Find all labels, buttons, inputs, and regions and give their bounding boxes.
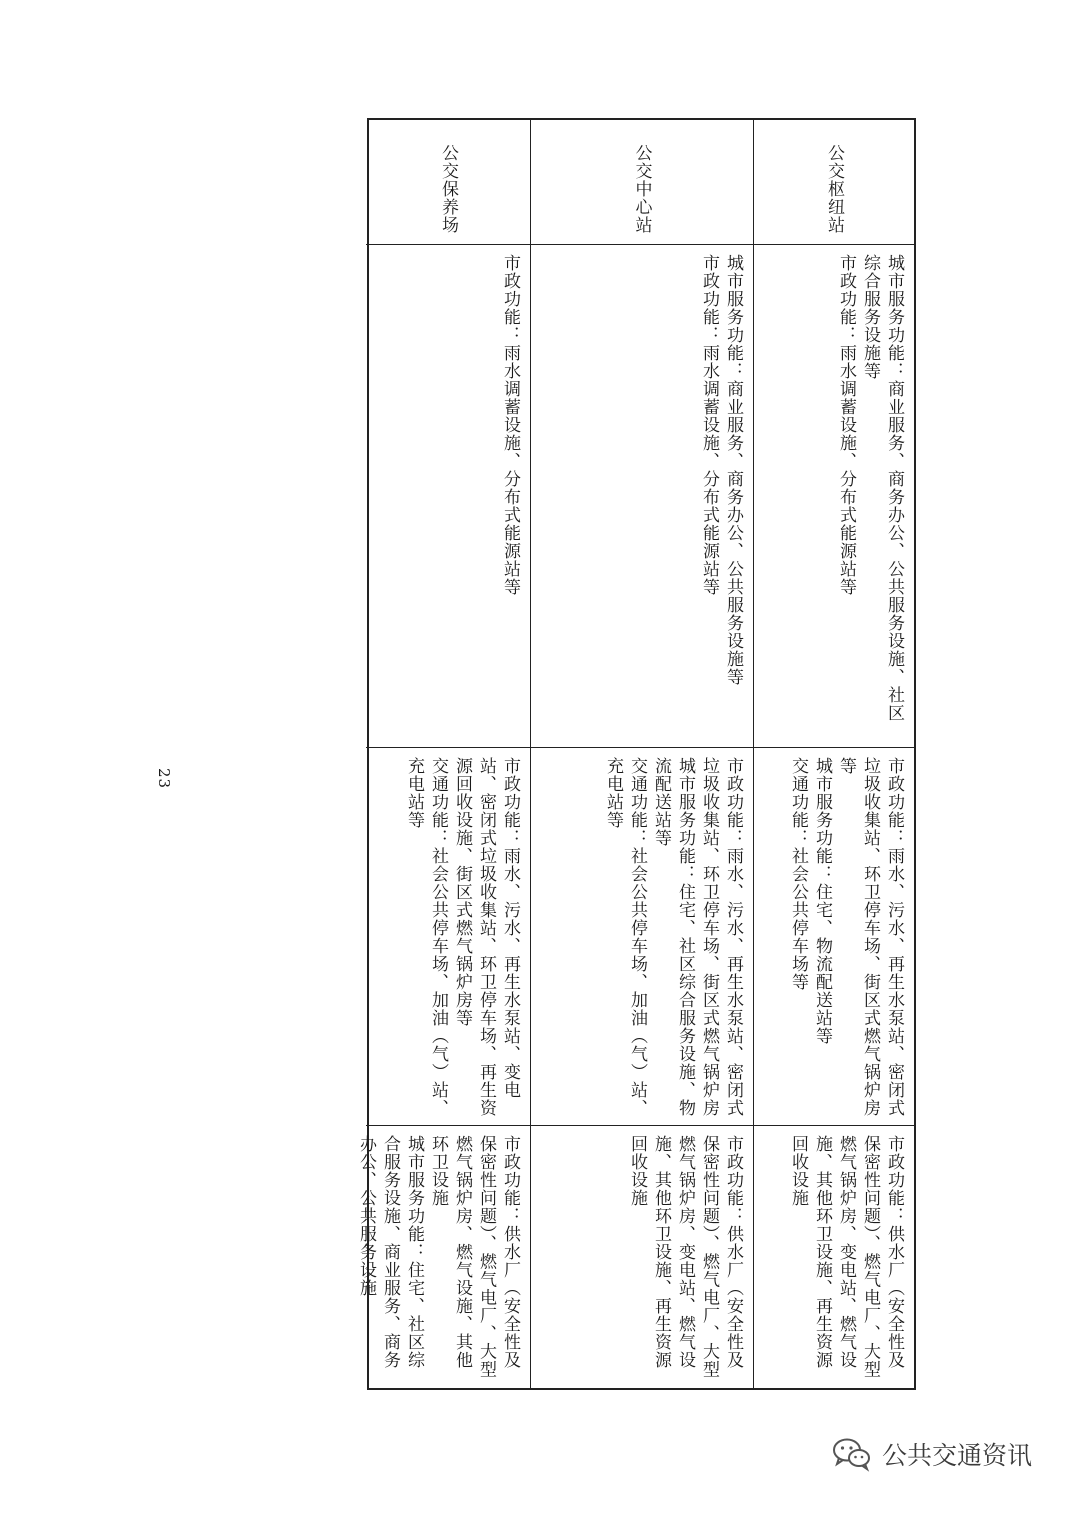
- function-text: 市政功能：雨水、污水、再生水泵站、密闭式垃圾收集站、环卫停车场、街区式燃气锅炉房: [699, 757, 743, 1117]
- prohibited-functions-cell: [356, 1125, 530, 1388]
- watermark-text: 公共交通资讯: [882, 1441, 1033, 1470]
- table-row-maintenance-yard: [356, 120, 531, 1388]
- station-type-label: 公交中心站: [631, 144, 652, 234]
- function-text: 交通功能：社会公共停车场、加油（气）站、充电站等: [603, 757, 647, 1117]
- station-type-cell: [530, 120, 753, 245]
- function-text: 市政功能：雨水调蓄设施、分布式能源站等: [500, 254, 520, 596]
- prohibited-functions-cell: [754, 1125, 914, 1388]
- compatible-functions-cell: [754, 244, 914, 748]
- facility-table: [356, 118, 916, 1390]
- page-number: 23: [155, 768, 173, 790]
- function-text: 城市服务功能：住宅、社区综合服务设施、物流配送站等: [651, 757, 695, 1117]
- function-text: 城市服务功能：商业服务、商务办公、公共服务设施等: [723, 254, 743, 686]
- function-text: 市政功能：雨水、污水、再生水泵站、密闭式垃圾收集站、环卫停车场、街区式燃气锅炉房等: [836, 757, 904, 1117]
- function-text: 市政功能：雨水、污水、再生水泵站、变电站、密闭式垃圾收集站、环卫停车场、再生资源回收设施、街区式燃气锅炉房等: [452, 757, 520, 1117]
- station-type-label: 公交枢纽站: [824, 144, 844, 234]
- watermark: [832, 1436, 1032, 1472]
- function-text: 市政功能：雨水调蓄设施、分布式能源站等: [699, 254, 719, 596]
- conditional-functions-cell: [530, 747, 753, 1126]
- function-text: 市政功能：供水厂（安全性及保密性问题）、燃气电厂、大型燃气锅炉房、变电站、燃气设施、其他环卫设施、再生资源回收设施: [627, 1135, 743, 1379]
- station-type-label: 公交保养场: [438, 144, 458, 234]
- function-text: 市政功能：供水厂（安全性及保密性问题）、燃气电厂、大型燃气锅炉房、燃气设施、其他环卫设施: [428, 1135, 520, 1379]
- table-row-center-station: [530, 120, 754, 1388]
- function-text: 交通功能：社会公共停车场等: [788, 757, 808, 991]
- wechat-icon: [832, 1437, 872, 1471]
- function-text: 市政功能：供水厂（安全性及保密性问题）、燃气电厂、大型燃气锅炉房、变电站、燃气设施、其他环卫设施、再生资源回收设施: [788, 1135, 904, 1379]
- function-text: 城市服务功能：住宅、社区综合服务设施、商业服务、商务办公、公共服务设施: [356, 1135, 424, 1369]
- function-text: 交通功能：社会公共停车场、加油（气）站、充电站等: [404, 757, 448, 1117]
- prohibited-functions-cell: [530, 1125, 753, 1388]
- station-type-cell: [366, 120, 530, 245]
- table-row-hub-station: [754, 120, 914, 1388]
- function-text: 城市服务功能：商业服务、商务办公、公共服务设施、社区综合服务设施等: [860, 254, 904, 722]
- function-text: 市政功能：雨水调蓄设施、分布式能源站等: [836, 254, 856, 596]
- conditional-functions-cell: [754, 747, 914, 1126]
- function-text: 城市服务功能：住宅、物流配送站等: [812, 757, 832, 1045]
- compatible-functions-cell: [366, 244, 530, 748]
- compatible-functions-cell: [530, 244, 753, 748]
- station-type-cell: [754, 120, 914, 245]
- conditional-functions-cell: [366, 747, 530, 1126]
